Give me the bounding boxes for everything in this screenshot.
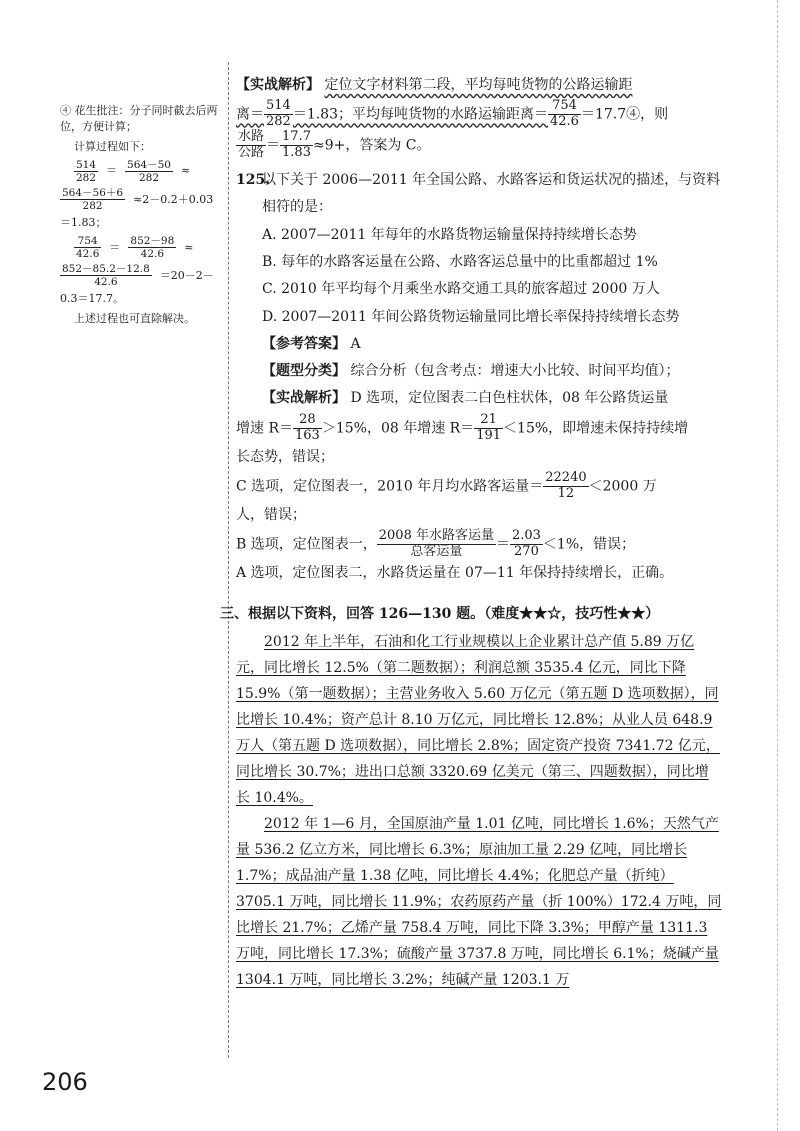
answer-line — [236, 331, 722, 358]
calc-fraction-num: 754 — [74, 235, 101, 248]
fraction-den: 163 — [295, 427, 320, 443]
side-note-close: 上述过程也可直除解决。 — [74, 312, 195, 326]
main-column — [220, 72, 722, 993]
fraction-den: 270 — [514, 544, 539, 559]
analysis-tag: 【实战解析】 — [262, 390, 346, 407]
page-number: 206 — [42, 1068, 88, 1096]
analysis-c-line-2: 人，错误； — [236, 506, 306, 523]
section-heading: 三、根据以下资料，回答 126—130 题。（难度★★☆，技巧性★★） — [220, 606, 660, 623]
side-note — [60, 103, 220, 331]
fraction-den: 12 — [557, 485, 575, 501]
calc-fraction-den: 282 — [76, 171, 97, 184]
fraction-num: 22240 — [545, 469, 587, 485]
analysis-d-line-2: 增速 R＝ $\frac{28}{163}$ ＞15%，08 年增速 R＝ $\frac{21}{191}$ ＜15%，即增速未保持持续增 — [236, 411, 689, 443]
side-note-title: ④ 花生批注：分子同时截去后两位，方便计算； — [60, 104, 218, 133]
calc-row-1: $\frac{514}{282}$ ＝ $\frac{564-50}{282}$ ≈ — [76, 158, 191, 184]
type-line — [236, 358, 722, 385]
type-value: 综合分析（包含考点：增速大小比较、时间平均值）； — [350, 363, 680, 380]
side-note-intro: 计算过程如下： — [74, 139, 151, 153]
option-a: A. 2007—2011 年每年的水路货物运输量保持持续增长态势 — [262, 226, 637, 243]
fraction-den: 总客运量 — [410, 544, 463, 559]
analysis-line-2: 离＝ $\frac{514}{282}$ ＝1.83；平均每吨货物的水路运输距离＝ $\frac{754}{42.6}$ ＝17.7④，则 — [236, 98, 669, 130]
question-125-stem: 125.以下关于 2006—2011 年全国公路、水路客运和货运状况的描述，与资料相符的是： — [236, 167, 722, 222]
calc-fraction-den: 42.6 — [94, 276, 118, 289]
fraction-num: 2.03 — [511, 528, 541, 544]
fraction-num: 21 — [474, 413, 503, 429]
fraction-den: 282 — [266, 114, 291, 130]
analysis-text: 定位文字材料第二段，平均每吨货物的公路运输距 — [324, 77, 633, 93]
answer-value: A — [350, 335, 361, 352]
calc-result-1: ＝1.83； — [60, 216, 107, 230]
analysis-a-line: A 选项，定位图表二，水路货运量在 07—11 年保持持续增长，正确。 — [236, 564, 674, 581]
calc-fraction-num: 564－50 — [127, 158, 171, 171]
fraction-num: 水路 — [238, 129, 265, 145]
analysis-d-line-1: 【实战解析】 D 选项，定位图表二白色柱状体，08 年公路货运量 — [262, 390, 669, 407]
fraction-num: 17.7 — [282, 129, 311, 145]
calc-row-3: $\frac{754}{42.6}$ ＝ $\frac{852-98}{42.6}$ ≈ — [76, 235, 194, 261]
analysis-line-1 — [236, 72, 722, 99]
fraction-den: 1.83 — [282, 145, 311, 161]
option-d: D. 2007—2011 年间公路货物运输量同比增长率保持持续增长态势 — [262, 308, 680, 325]
right-edge-rule — [777, 0, 778, 1131]
calc-result-2: 0.3＝17.7。 — [60, 292, 124, 306]
answer-tag: 【参考答案】 — [262, 335, 346, 352]
fraction-den: 191 — [476, 427, 502, 443]
material-paragraph-2: 2012 年 1—6 月，全国原油产量 1.01 亿吨，同比增长 1.6%；天然气产量 536.2 亿立方米，同比增长 6.3%；原油加工量 2.29 亿吨，同比增长 1.7%；成品油产量 1.38 亿吨，同比增长 4.4%；化肥总产量（折纯）3705.1 万吨，同比增长 11.9%；农药原药产量（折 100%）172.4 万吨，同比增长 21.7%；乙烯产量 758.4 万吨，同比下降 3.3%；甲醇产量 1311.3 万吨，同比增长 17.3%；硫酸产量 3737.8 万吨，同比增长 6.1%；烧碱产量 1304.1 万吨，同比增长 3.2%；纯碱产量 1203.1 万 — [236, 815, 722, 988]
analysis-d-line-3: 长态势，错误； — [236, 448, 334, 465]
calc-fraction-num: 852－98 — [130, 235, 175, 247]
analysis-b-line: B 选项，定位图表一， $\frac{\text{2008 年水路客运量}}{\text{总客运量}}$ ＝ $\frac{2.03}{270}$ ＜1%，错误； — [236, 528, 636, 559]
calc-fraction-den: 282 — [82, 200, 103, 212]
analysis-c-line-1: C 选项，定位图表一，2010 年月均水路客运量＝ $\frac{22240}{12}$ ＜2000 万 — [236, 469, 657, 501]
analysis-line-3: $\frac{\text{水路}}{\text{公路}}$ ＝ $\frac{17.7}{1.83}$ ≈9+，答案为 C。 — [238, 129, 431, 161]
calc-row-4 — [60, 263, 220, 288]
option-b: B. 每年的水路客运量在公路、水路客运总量中的比重都超过 1% — [262, 253, 658, 270]
fraction-den: 公路 — [238, 145, 265, 161]
calc-row-2 — [60, 187, 220, 212]
calc-fraction-den: 42.6 — [76, 248, 100, 261]
calc-fraction-num: 564－56＋6 — [62, 186, 124, 199]
calc-text: ≈2－0.2＋0.03 — [133, 192, 214, 206]
fraction-num: 514 — [266, 98, 291, 114]
calc-fraction-den: 282 — [138, 171, 160, 184]
calc-fraction-den: 42.6 — [140, 248, 165, 261]
fraction-den: 42.6 — [550, 114, 579, 130]
type-tag: 【题型分类】 — [262, 363, 346, 380]
option-c: C. 2010 年平均每个月乘坐水路交通工具的旅客超过 2000 万人 — [262, 281, 660, 298]
margin-divider — [228, 62, 229, 1058]
question-number: 125. — [236, 172, 271, 189]
fraction-num: 754 — [548, 99, 581, 115]
fraction-num: 2008 年水路客运量 — [378, 528, 494, 544]
calc-fraction-num: 514 — [76, 158, 97, 171]
fraction-num: 28 — [293, 413, 322, 429]
analysis-tag: 【实战解析】 — [236, 77, 320, 93]
calc-text: ＝20－2－ — [159, 268, 214, 282]
material-paragraph-1: 2012 年上半年，石油和化工行业规模以上企业累计总产值 5.89 万亿元，同比增长 12.5%（第二题数据）；利润总额 3535.4 亿元，同比下降 15.9%（第一题数据）；主营业务收入 5.60 万亿元（第五题 D 选项数据），同比增长 10.4%；资产总计 8.10 万亿元，同比增长 12.8%；从业人员 648.9 万人（第五题 D 选项数据），同比增长 2.8%；固定资产投资 7341.72 亿元，同比增长 30.7%；进出口总额 3320.69 亿美元（第三、四题数据），同比增长 10.4%。 — [236, 633, 720, 806]
calc-fraction-num: 852－85.2－12.8 — [62, 263, 150, 276]
